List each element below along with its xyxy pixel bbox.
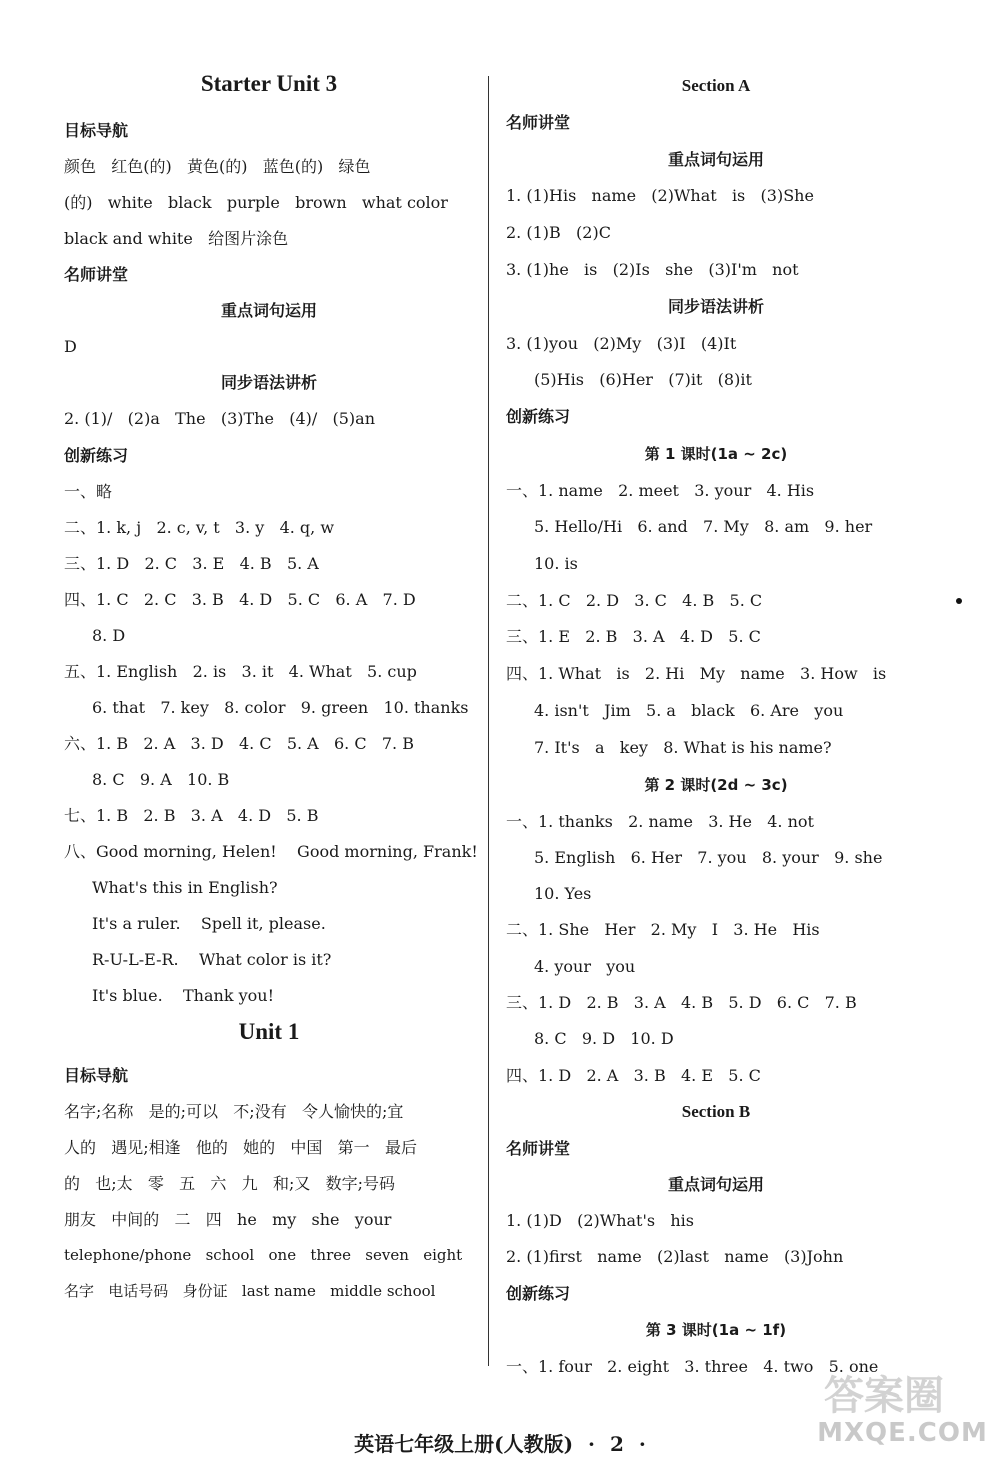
answer-line: 二、1. C 2. D 3. C 4. B 5. C [506, 591, 763, 610]
stray-dot [956, 598, 962, 604]
answer-line: 3. (1)he is (2)Is she (3)I'm not [506, 260, 799, 279]
answer-line: 8. C 9. A 10. B [92, 770, 230, 789]
goal-line: 颜色 红色(的) 黄色(的) 蓝色(的) 绿色 [64, 157, 371, 176]
answer-line: 四、1. C 2. C 3. B 4. D 5. C 6. A 7. D [64, 590, 416, 609]
answer-line: 4. isn't Jim 5. a black 6. Are you [534, 701, 844, 720]
dialogue-line: 八、Good morning, Helen! Good morning, Frank! [64, 842, 478, 861]
goal-line: telephone/phone school one three seven eight [64, 1246, 463, 1264]
dialogue-line: What's this in English? [92, 878, 278, 897]
answer-line: 一、略 [64, 482, 113, 501]
answer-line: 1. (1)His name (2)What is (3)She [506, 186, 814, 205]
answer-line: 2. (1)/ (2)a The (3)The (4)/ (5)an [64, 409, 376, 428]
key-sentences-subheading: 重点词句运用 [667, 1175, 764, 1194]
column-divider [488, 76, 489, 1366]
answer-line: 5. English 6. Her 7. you 8. your 9. she [534, 848, 883, 867]
page-number: 2 [609, 1432, 624, 1456]
dialogue-line: It's blue. Thank you! [92, 986, 275, 1005]
practice-heading: 创新练习 [506, 407, 571, 426]
answer-line: 二、1. She Her 2. My I 3. He His [506, 920, 820, 939]
footer-dot: · [588, 1432, 596, 1456]
answer-line: 10. Yes [534, 884, 592, 903]
teach-heading: 名师讲堂 [506, 113, 571, 132]
answer-line: 一、1. thanks 2. name 3. He 4. not [506, 812, 814, 831]
answer-line: 三、1. E 2. B 3. A 4. D 5. C [506, 627, 761, 646]
grammar-subheading: 同步语法讲析 [220, 373, 317, 392]
answer-line: 四、1. D 2. A 3. B 4. E 5. C [506, 1066, 761, 1085]
unit1-goal-heading: 目标导航 [64, 1066, 129, 1085]
answer-line: 1. (1)D (2)What's his [506, 1211, 694, 1230]
unit1-title: Unit 1 [238, 1019, 300, 1044]
answer-line: 8. D [92, 626, 126, 645]
goal-line: 名字;名称 是的;可以 不;没有 令人愉快的;宜 [64, 1102, 404, 1121]
grammar-subheading: 同步语法讲析 [667, 297, 764, 316]
answer-line: 6. that 7. key 8. color 9. green 10. thanks [92, 698, 469, 717]
answer-line: 六、1. B 2. A 3. D 4. C 5. A 6. C 7. B [64, 734, 414, 753]
answer-line: 8. C 9. D 10. D [534, 1029, 674, 1048]
answer-line: 3. (1)you (2)My (3)I (4)It [506, 334, 737, 353]
answer-line: 10. is [534, 554, 578, 573]
footer-dot: · [638, 1432, 646, 1456]
dialogue-line: It's a ruler. Spell it, please. [92, 914, 326, 933]
answer-line: 4. your you [534, 957, 636, 976]
lesson1-heading: 第 1 课时(1a ~ 2c) [644, 445, 788, 463]
teach-heading: 名师讲堂 [64, 265, 129, 284]
answer-line: 2. (1)B (2)C [506, 223, 611, 242]
answer-line: 7. It's a key 8. What is his name? [534, 738, 832, 757]
goal-heading: 目标导航 [64, 121, 129, 140]
answer-line: 二、1. k, j 2. c, v, t 3. y 4. q, w [64, 518, 335, 537]
practice-heading: 创新练习 [506, 1284, 571, 1303]
answer-line: 三、1. D 2. B 3. A 4. B 5. D 6. C 7. B [506, 993, 857, 1012]
section-b-heading: Section B [681, 1102, 751, 1121]
goal-line: 名字 电话号码 身份证 last name middle school [64, 1282, 436, 1300]
goal-line: 人的 遇见;相逢 他的 她的 中国 第一 最后 [64, 1138, 417, 1157]
section-a-heading: Section A [681, 76, 751, 95]
goal-line: (的) white black purple brown what color [64, 193, 448, 212]
answer-line: 5. Hello/Hi 6. and 7. My 8. am 9. her [534, 517, 873, 536]
dialogue-line: R-U-L-E-R. What color is it? [92, 950, 332, 969]
goal-line: black and white 给图片涂色 [64, 229, 289, 248]
answer-line: 七、1. B 2. B 3. A 4. D 5. B [64, 806, 319, 825]
answer-line: D [64, 337, 77, 356]
answer-line: (5)His (6)Her (7)it (8)it [534, 370, 752, 389]
answer-line: 一、1. name 2. meet 3. your 4. His [506, 481, 815, 500]
key-sentences-subheading: 重点词句运用 [667, 150, 764, 169]
teach-heading: 名师讲堂 [506, 1139, 571, 1158]
lesson3-heading: 第 3 课时(1a ~ 1f) [645, 1321, 787, 1339]
watermark-cn: 答案圈 [824, 1373, 944, 1419]
lesson2-heading: 第 2 课时(2d ~ 3c) [644, 776, 788, 794]
key-sentences-subheading: 重点词句运用 [220, 301, 317, 320]
answer-line: 一、1. four 2. eight 3. three 4. two 5. one [506, 1357, 879, 1376]
answer-line: 五、1. English 2. is 3. it 4. What 5. cup [64, 662, 417, 681]
practice-heading: 创新练习 [64, 446, 129, 465]
starter-unit-title: Starter Unit 3 [200, 71, 338, 96]
answer-line: 三、1. D 2. C 3. E 4. B 5. A [64, 554, 319, 573]
footer-book-title: 英语七年级上册(人教版) [354, 1432, 574, 1456]
watermark-logo [810, 1360, 995, 1460]
answer-line: 四、1. What is 2. Hi My name 3. How is [506, 664, 887, 683]
answer-line: 2. (1)first name (2)last name (3)John [506, 1247, 844, 1266]
watermark-url: MXQE.COM [817, 1418, 988, 1448]
goal-line: 的 也;太 零 五 六 九 和;又 数字;号码 [64, 1174, 395, 1193]
goal-line: 朋友 中间的 二 四 he my she your [64, 1210, 392, 1229]
